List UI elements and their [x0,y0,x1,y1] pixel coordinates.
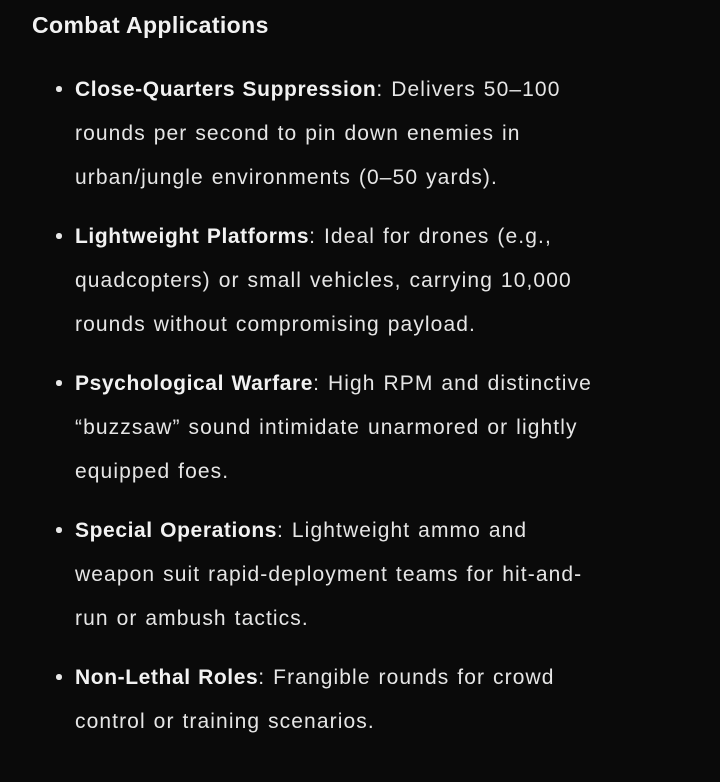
item-line: control or training scenarios. [75,710,375,733]
item-label: Special Operations [75,519,278,542]
item-first-line: Special Operations: Lightweight ammo and [75,519,528,542]
list-item [75,362,696,494]
item-label: Lightweight Platforms [75,225,310,248]
list-item [75,656,696,744]
applications-list [32,68,696,744]
item-line: quadcopters) or small vehicles, carrying 10,000 [75,269,572,292]
item-label: Non-Lethal Roles [75,666,259,689]
item-first-line: Non-Lethal Roles: Frangible rounds for crowd [75,666,555,689]
list-item [75,68,696,200]
item-label: Psychological Warfare [75,372,314,395]
section-title: Combat Applications [32,12,269,38]
item-line: equipped foes. [75,460,230,483]
item-line: weapon suit rapid-deployment teams for hit-and- [75,563,583,586]
item-label: Close-Quarters Suppression [75,78,377,101]
item-line: urban/jungle environments (0–50 yards). [75,166,498,189]
list-item [75,509,696,641]
item-line: rounds without compromising payload. [75,313,476,336]
item-first-line: Psychological Warfare: High RPM and distinctive [75,372,592,395]
item-line: rounds per second to pin down enemies in [75,122,521,145]
item-line: “buzzsaw” sound intimidate unarmored or lightly [75,416,578,439]
item-first-line: Lightweight Platforms: Ideal for drones (e.g., [75,225,552,248]
list-item [75,215,696,347]
item-first-line: Close-Quarters Suppression: Delivers 50–100 [75,78,561,101]
item-line: run or ambush tactics. [75,607,309,630]
